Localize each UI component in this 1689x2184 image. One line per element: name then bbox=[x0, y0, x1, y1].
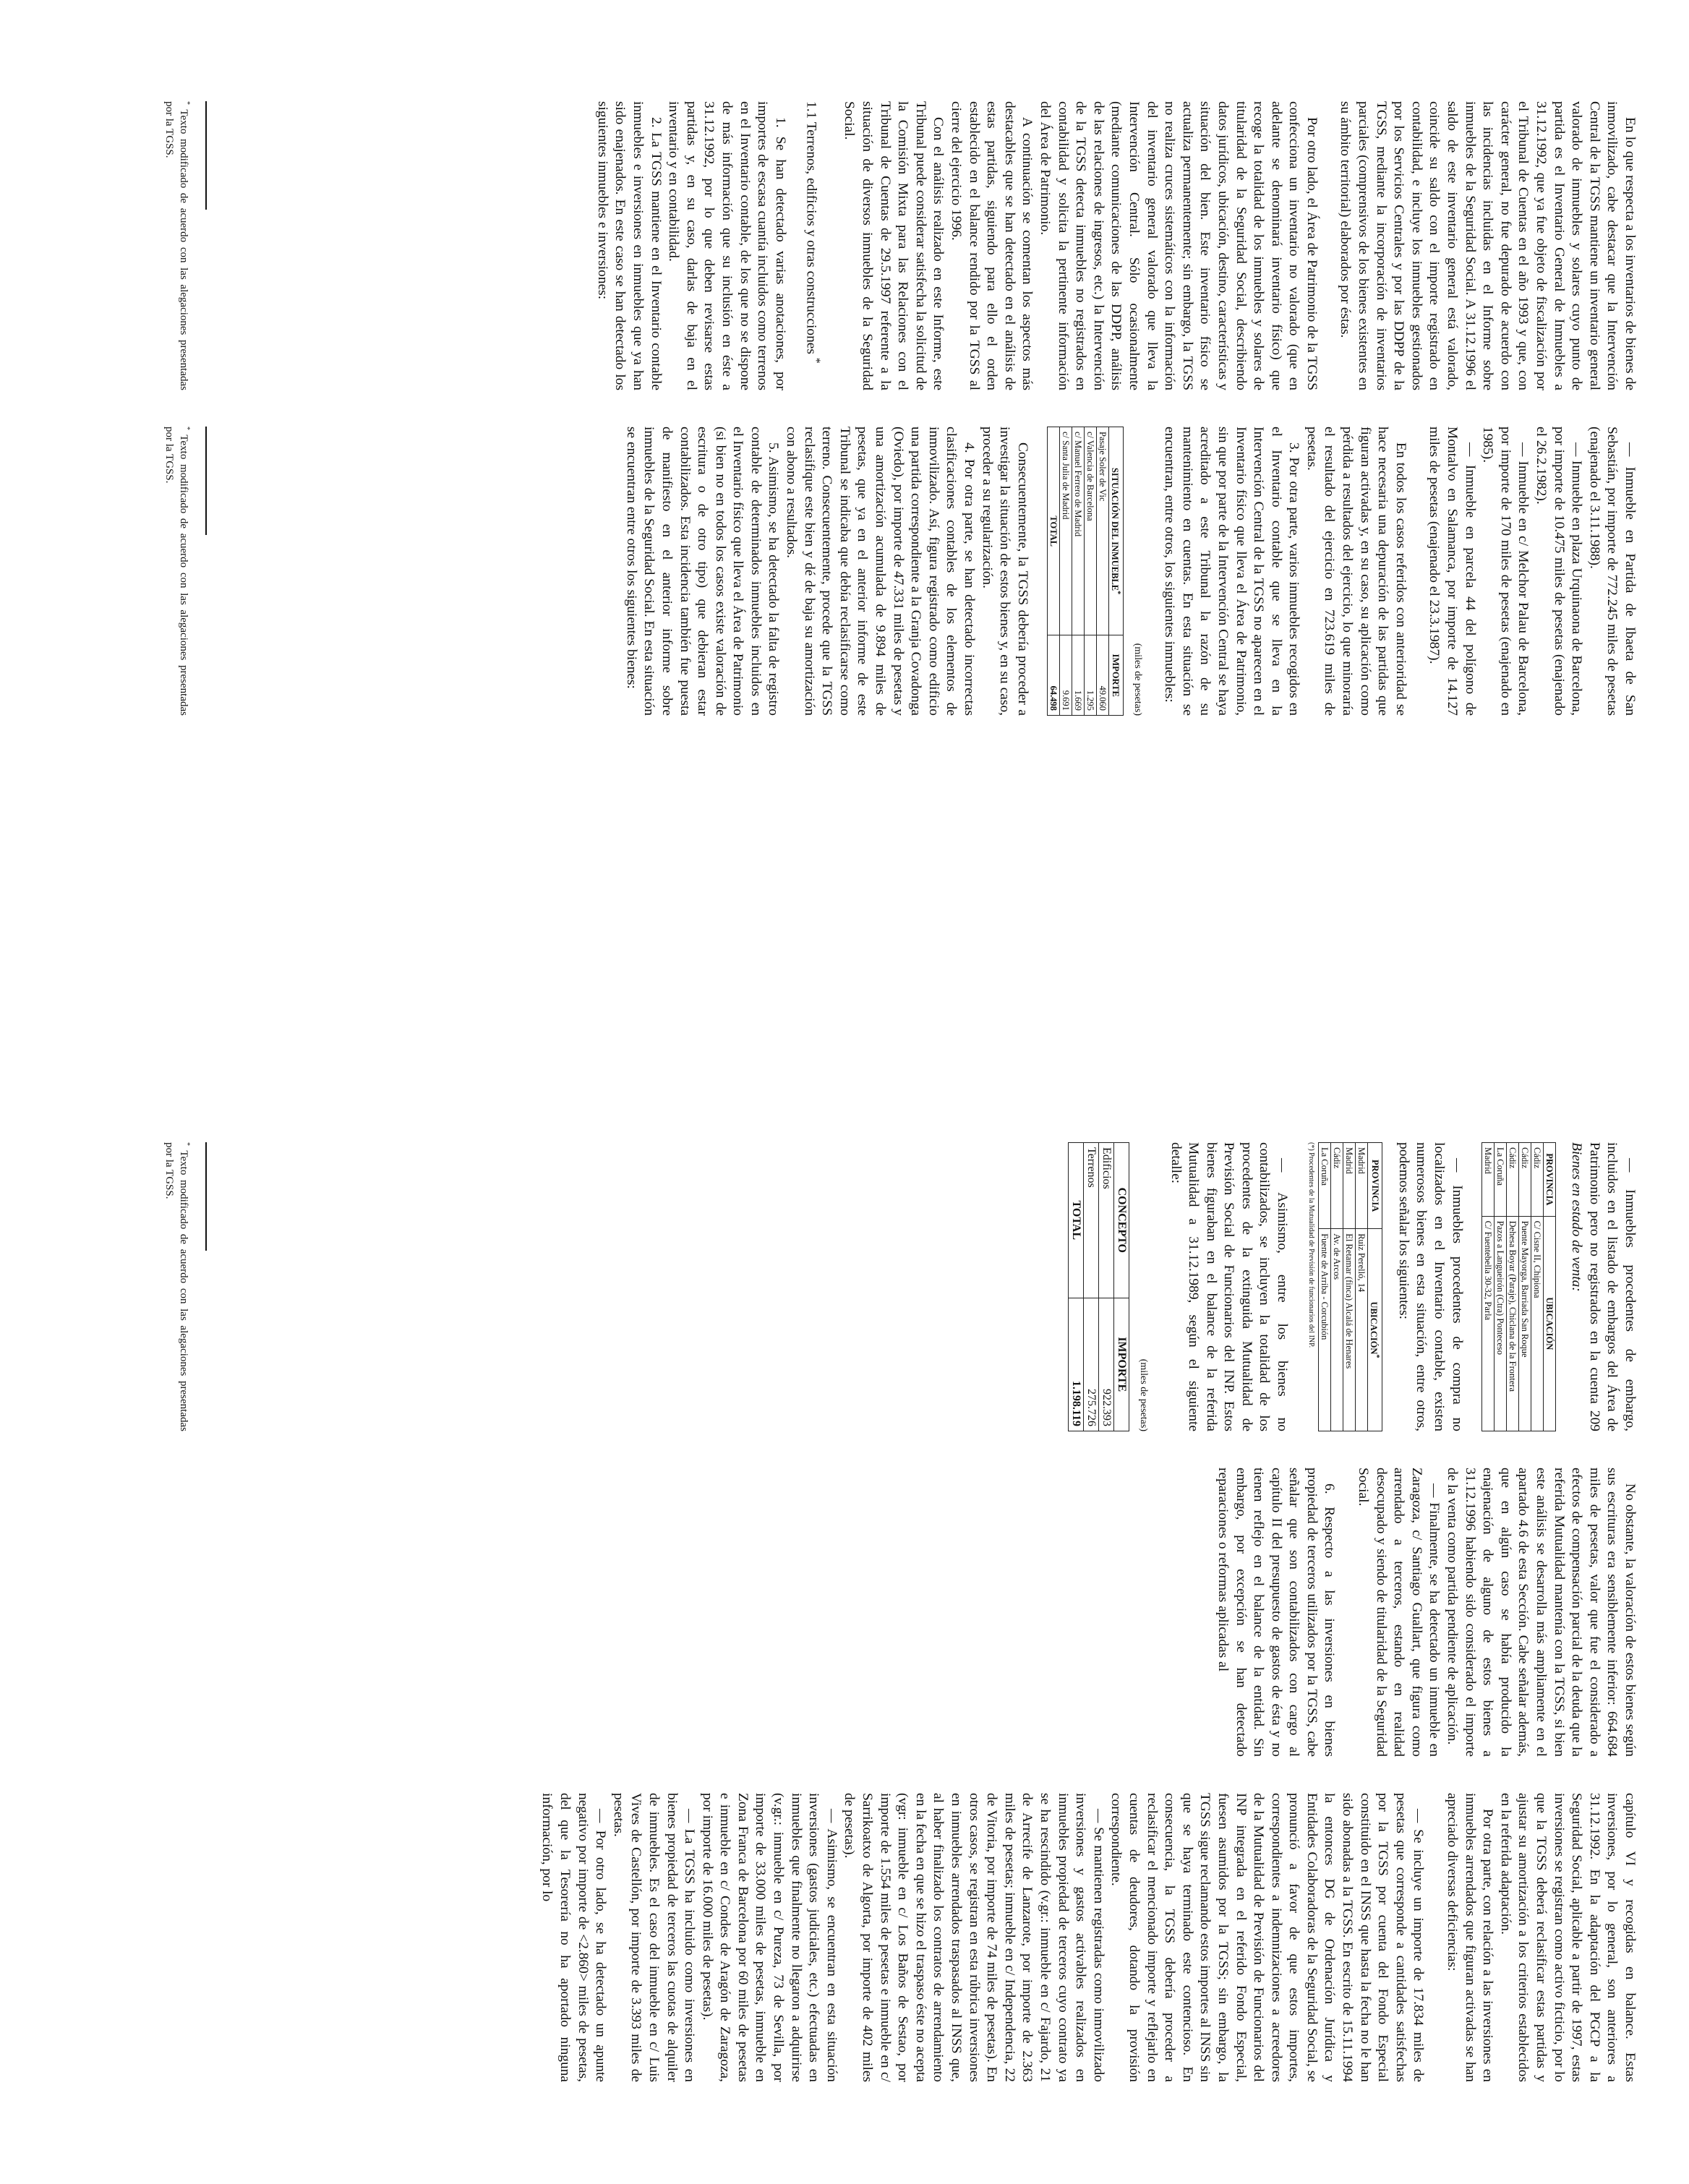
table-header: SITUACIÓN DEL INMUEBLE* bbox=[1108, 427, 1123, 635]
paragraph: — Inmuebles procedentes de compra no localizados en el Inventario contable, existen numerosos bienes en esta situación, entre otros, podemos señalar los siguientes: bbox=[1395, 1142, 1465, 1431]
table-header: IMPORTE bbox=[1108, 635, 1123, 716]
list-item: — Se mantienen registradas como inmovilizado inversiones y gastos activables realizados en inmuebles propiedad de terceros cuyo contrato ya se ha rescindido (v.gr.: inmueble en c/ Fajardo, 21 de Arrecife de Lanzarote, por importe de 2.363 miles de pesetas; inmueble en c/ Independencia, 22 de Vitoria, por importe de 74 miles de pesetas). En otros casos, se registran en esta rúbrica inversiones en inmuebles arrendados traspasados al INSS que, al haber finalizado los contratos de arrendamiento en la fecha en que se hizo el traspaso éste no acepta (vgr: inmueble en c/ Los Baños de Sestao, por importe de 1.554 miles de pesetas e inmueble en c/ Sarrikoatxo de Algorta, por importe de 402 miles de pesetas). bbox=[842, 1793, 1106, 2082]
paragraph: En lo que respecta a los inventarios de bienes de inmovilizado, cabe destacar que la Intervención Central de la TGSS mantiene un inventario general valorado de inmuebles y solares cuyo punto de partida es el Inventario General de Inmuebles a 31.12.1992, que ya fue objeto de fiscalización por el Tribunal de Cuentas en el año 1993 y que, con carácter general, no fue depurado de acuerdo con las incidencias incluidas en el Informe sobre inmuebles de la Seguridad Social. A 31.12.1996 el saldo de este inventario general está valorado, coincide su saldo con el importe registrado en contabilidad, e incluye los inmuebles gestionados por los Servicios Centrales y por las DDPP de la TGSS, mediante la incorporación de inventarios parciales (comprensivos de los bienes existentes en su ámbito territorial) elaborados por éstas. bbox=[1338, 101, 1638, 390]
table-header: PROVINCIA bbox=[1543, 1143, 1555, 1217]
right-page-column-1 bbox=[250, 1142, 1638, 1431]
paragraph: En todos los casos referidos con anterioridad se hace necesaria una depuración de las partidas que figuran activadas y, en su caso, su aplicación como pérdida a resultados del ejercicio, lo que minoraría el resultado del ejercicio en 723.619 miles de pesetas. bbox=[1304, 427, 1408, 716]
table-row: c/ Manuel Ferrero de Madrid 1.669 bbox=[1072, 427, 1084, 716]
table-row: Cádiz C/ Cisne II, Chipiona bbox=[1531, 1143, 1543, 1431]
table-row: Madrid Ruiz Perelló, 14 bbox=[1356, 1143, 1368, 1431]
paragraph: capítulo VI y recogidas en balance. Estas inversiones, por lo general, son anteriores a 31.12.1992. En la adaptación del PGCP a la Seguridad Social, aplicable a partir de 1997, estas inversiones se registran como activo ficticio, por lo que la TGSS deberá reclasificar estas partidas y ajustar su amortización a los criterios establecidos en la referida adaptación. bbox=[1497, 1793, 1638, 2082]
list-item: — Inmueble en Partida de Ibaeta de San Sebastián, por importe de 772.245 miles de pesetas (enajenado el 3.11.1988). bbox=[1586, 427, 1638, 716]
table-row: Madrid El Retamar (finca) Alcalá de Henares bbox=[1343, 1143, 1356, 1431]
paragraph: 2. La TGSS mantiene en el Inventario contable inmuebles e inversiones en inmuebles que ya han sido enajenados. En este caso se han detectado los siguientes inmuebles e inversiones: bbox=[594, 101, 664, 390]
left-footnote-2 bbox=[162, 427, 207, 716]
table-header: IMPORTE bbox=[1114, 1298, 1129, 1431]
table-row: Terrenos 275.726 bbox=[1084, 1143, 1099, 1431]
footnote: * Texto modificado de acuerdo con las alegaciones presentadas por la TGSS. bbox=[163, 1142, 191, 1431]
table-header: PROVINCIA bbox=[1368, 1143, 1382, 1229]
footnote-rule bbox=[205, 101, 207, 210]
mutualidad-table bbox=[1068, 1142, 1129, 1431]
paragraph: — Inmuebles procedentes de embargo, incluidos en el listado de embargos del Área de Patrimonio pero no registrados en la cuenta 209 Bienes en estado de venta: bbox=[1569, 1142, 1638, 1431]
right-footnote-1 bbox=[162, 1142, 207, 1431]
list-item: — La TGSS ha incluido como inversiones en bienes propiedad de terceros las cuotas de alquiler de inmuebles. Es el caso del inmueble en c/ Luis Vives de Castellón, por importe de 3.393 miles de pesetas. bbox=[610, 1793, 698, 2082]
table-row: c/ Valencia de Barcelona 1.295 bbox=[1084, 427, 1096, 716]
paragraph: A continuación se comentan los aspectos más destacables que se han detectado en el análisis de estas partidas, siguiendo para ello el orden establecido en el balance rendido por la TGSS al cierre del ejercicio 1996. bbox=[949, 101, 1035, 390]
left-page-column-3 bbox=[250, 752, 1638, 1041]
left-footnote-1 bbox=[162, 101, 207, 390]
left-page bbox=[48, 101, 1638, 1041]
paragraph: 5. Asimismo, se ha detectado la falta de registro contable de determinados inmuebles incluidos en el Inventario físico que lleva el Área de Patrimonio (si bien no en todos los casos existe valoración de escritura o de otro tipo) que debieran estar contabilizados. Esta incidencia también fue puesta de manifiesto en el anterior informe sobre inmuebles de la Seguridad Social. En esta situación se encuentran entre otros los siguientes bienes: bbox=[623, 427, 782, 716]
list-item: — Se incluye un importe de 17.834 miles de pesetas que corresponde a cantidades satisfechas por la TGSS por cuenta del Fondo Especial constituido en el INSS que hasta la fecha no le han sido abonadas a la TGSS. En escrito de 15.11.1994 la entonces DG de Ordenación Jurídica y Entidades Colaboradoras de la Seguridad Social, se pronunció a favor de que estos importes, correspondientes a indemnizaciones a acreedores de la Mutualidad de Previsión de Funcionarios del INP integrada en el referido Fondo Especial, fuesen asumidos por la TGSS; sin embargo, la TGSS sigue reclamando estos importes al INSS sin que se haya terminado este contencioso. En consecuencia, la TGSS debería proceder a reclasificar el mencionado importe y reflejarlo en cuentas de deudores, dotando la provisión correspondiente. bbox=[1108, 1793, 1427, 2082]
table-unit: (miles de pesetas) bbox=[1137, 1358, 1149, 1431]
table-row: La Coruña Fuente de Arriba - Corcubión bbox=[1319, 1143, 1331, 1431]
paragraph: Por otro lado, el Área de Patrimonio de la TGSS confecciona un inventario no valorado (que en adelante se denominará inventario físico) que recoge la totalidad de los inmuebles y solares de titularidad de la Seguridad Social, describiendo datos jurídicos, ubicación, destino, características y situación del bien. Este inventario físico se actualiza permanentemente; sin embargo, la TGSS no realiza cruces sistemáticos con la información del inventario general valorado que lleva la Intervención Central. Sólo ocasionalmente (mediante comunicaciones de las DDPP, análisis de las relaciones de ingresos, etc.) la Intervención de la TGSS detecta inmuebles no registrados en contabilidad y solicita la pertinente información del Área de Patrimonio. bbox=[1038, 101, 1320, 390]
table-row: c/ Santa Julia de Madrid 9.691 bbox=[1059, 427, 1072, 716]
paragraph: 6. Respecto a las inversiones en bienes propiedad de terceros utilizados por la TGSS, cabe señalar que son contabilizados con cargo al capítulo II del presupuesto de gastos de ésta y no tienen reflejo en el balance de la entidad. Sin embargo, por excepción se han detectado reparaciones o reformas aplicadas al bbox=[1215, 1468, 1338, 1757]
footnote-rule bbox=[205, 1142, 207, 1251]
table-header: UBICACIÓN bbox=[1543, 1216, 1555, 1431]
table-row: Cádiz Dehesa Boyar (Paraje), Chiclana de la Frontera bbox=[1506, 1143, 1518, 1431]
paragraph: Consecuentemente, la TGSS debería proceder a investigar la situación de estos bienes y, en su caso, proceder a su regularización. bbox=[979, 427, 1030, 716]
section-heading: 1.1 Terrenos, edificios y otras construcciones * bbox=[803, 101, 822, 364]
right-page-column-3 bbox=[250, 1793, 1638, 2082]
paragraph: 3. Por otra parte, varios inmuebles recogidos en el Inventario contable que se lleva en la Intervención Central de la TGSS no aparecen en el Inventario físico que lleva el Área de Patrimonio, sin que por parte de la Intervención Central se haya acreditado a este Tribunal la razón de su mantenimiento en cuentas. En esta situación se encuentran, entre otros, los siguientes inmuebles: bbox=[1162, 427, 1302, 716]
table-header: CONCEPTO bbox=[1114, 1143, 1129, 1298]
table-row: La Coruña Pazos a Langueirón (Ctra) Ponteceso bbox=[1494, 1143, 1506, 1431]
list-item: — Inmueble en parcela 44 del polígono de Montalvo en Salamanca, por importe de 14.127 miles de pesetas (enajenado el 23.3.1987). bbox=[1427, 427, 1478, 716]
paragraph: — Finalmente, se ha detectado un inmueble en Zaragoza, c/ Santiago Guallart, que figura como arrendado a terceros, estando en realidad desocupado y siendo de titularidad de la Seguridad Social. bbox=[1356, 1468, 1442, 1757]
compras-table bbox=[1318, 1142, 1382, 1431]
paragraph: — Asimismo, entre los bienes no contabilizados, se incluyen la totalidad de los procedentes de la extinguida Mutualidad de Previsión Social de Funcionarios del INP. Estos bienes figuraban en el balance de la referida Mutualidad a 31.12.1989, según el siguiente detalle: bbox=[1168, 1142, 1291, 1431]
footnote-mark: * bbox=[809, 357, 822, 364]
right-page-column-2 bbox=[250, 1468, 1638, 1757]
table-unit: (miles de pesetas) bbox=[1132, 643, 1143, 716]
table-row: Madrid C/ Fuentebella 30-32, Parla bbox=[1481, 1143, 1494, 1431]
table-row: Edificios 922.393 bbox=[1099, 1143, 1114, 1431]
paragraph: 1. Se han detectado varias anotaciones, por importes de escasa cuantía incluidos como terrenos en el Inventario contable, de los que no se dispone de más información que su inclusión en éste a 31.12.1992, por lo que deben revisarse estas partidas y, en su caso, darlas de baja en el inventario y en contabilidad. bbox=[666, 101, 788, 390]
embargos-table bbox=[1481, 1142, 1556, 1431]
table-row: Cádiz Av. de Arcos bbox=[1331, 1143, 1343, 1431]
footnote: * Texto modificado de acuerdo con las alegaciones presentadas por la TGSS. bbox=[163, 427, 191, 716]
footnote-rule bbox=[205, 427, 207, 535]
table-total-row: TOTAL 1.198.119 bbox=[1069, 1143, 1084, 1431]
table-row: Pasaje Soler de Vic 49.060 bbox=[1096, 427, 1108, 716]
list-item: — Asimismo, se encuentran en esta situación inversiones (gastos judiciales, etc.) efectuadas en inmuebles que finalmente no llegaron a adquirirse (v.gr.: inmueble en c/ Pureza, 73 de Sevilla, por importe de 33.000 miles de pesetas, inmueble en Zona Franca de Barcelona por 60 miles de pesetas e inmueble en c/ Condes de Aragón de Zaragoza, por importe de 16.000 miles de pesetas). bbox=[699, 1793, 839, 2082]
paragraph: No obstante, la valoración de estos bienes según sus escrituras era sensiblemente inferior: 664.684 miles de pesetas, valor que fue el considerado a efectos de compensación parcial de la deuda que la referida Mutualidad mantenía con la TGSS, si bien este análisis se desarrolla más ampliamente en el apartado 4.6 de esta Sección. Cabe señalar además, que en algún caso se había producido la enajenación de alguno de estos bienes a 31.12.1996 habiendo sido considerado el importe de la venta como partida pendiente de aplicación. bbox=[1445, 1468, 1638, 1757]
paragraph: Por otra parte, con relación a las inversiones en inmuebles arrendados que figuran activadas se han apreciado diversas deficiencias: bbox=[1445, 1793, 1496, 2082]
list-item: — Inmueble en c/ Melchor Palau de Barcelona, por importe de 170 miles de pesetas (enajenado en 1985). bbox=[1480, 427, 1531, 716]
left-page-column-2 bbox=[250, 427, 1638, 716]
table-note: (*) Procedentes de la Mutualidad de Previsión de funcionarios del INP. bbox=[1307, 1142, 1316, 1348]
inmuebles-table bbox=[1047, 427, 1124, 716]
paragraph: 4. Por otra parte, se han detectado incorrectas clasificaciones contables de los elementos de inmovilizado. Así, figura registrado como edificio una partida correspondiente a la Granja Covadonga (Oviedo), por importe de 47.331 miles de pesetas y una amortización acumulada de 9.894 miles de pesetas, que ya en el anterior informe de este Tribunal se indicaba que debía reclasificarse como terreno. Consecuentemente, procede que la TGSS reclasifique este bien y dé de baja su amortización con abono a resultados. bbox=[784, 427, 978, 716]
footnote: * Texto modificado de acuerdo con las alegaciones presentadas por la TGSS. bbox=[163, 101, 191, 390]
list-item: — Por otro lado, se ha detectado un apunte negativo por importe de <2.860> miles de pesetas, del que la Tesorería no ha aportado ninguna información, por lo bbox=[539, 1793, 609, 2082]
table-header: UBICACIÓN* bbox=[1368, 1229, 1382, 1431]
table-total-row: TOTAL 64.498 bbox=[1047, 427, 1059, 716]
right-page bbox=[48, 1142, 1638, 2082]
paragraph: Con el análisis realizado en este Informe, este Tribunal puede considerar satisfecha la solicitud de la Comisión Mixta para las Relaciones con el Tribunal de Cuentas de 29.5.1997 referente a la situación de diversos inmuebles de la Seguridad Social. bbox=[842, 101, 946, 390]
list-item: — Inmueble en plaza Urquinaona de Barcelona, por importe de 10.475 miles de pesetas (enajenado el 26.2.1982). bbox=[1534, 427, 1585, 716]
table-row: Cádiz Puente Mayorga, Barriada San Roque bbox=[1518, 1143, 1531, 1431]
left-page-column-1 bbox=[250, 101, 1638, 390]
